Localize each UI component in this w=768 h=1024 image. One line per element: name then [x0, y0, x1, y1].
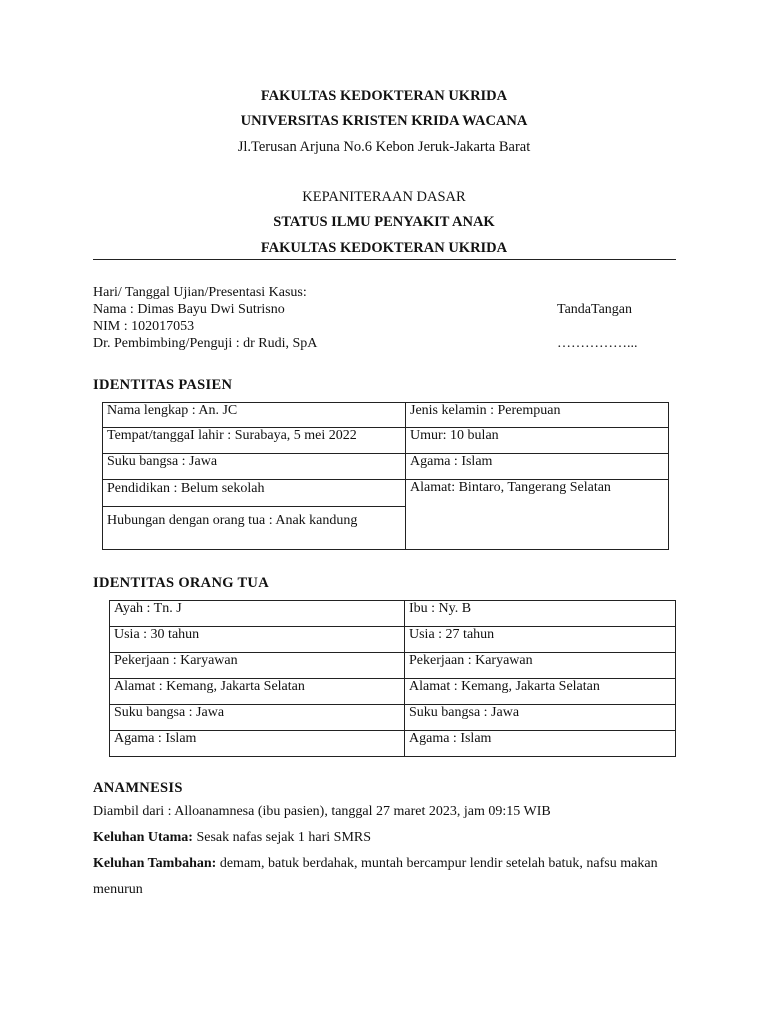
patient-identity-table	[102, 402, 669, 550]
father-field: Alamat : Kemang, Jakarta Selatan	[110, 679, 405, 705]
father-field: Pekerjaan : Karyawan	[110, 653, 405, 679]
mother-field: Agama : Islam	[405, 731, 676, 757]
main-complaint-label: Keluhan Utama:	[93, 830, 193, 845]
faculty-title: FAKULTAS KEDOKTERAN UKRIDA	[260, 88, 508, 104]
mother-field: Pekerjaan : Karyawan	[405, 653, 676, 679]
father-field: Ayah : Tn. J	[110, 601, 405, 627]
status-title: STATUS ILMU PENYAKIT ANAK	[273, 214, 495, 230]
table-row	[103, 480, 669, 550]
patient-full-name: Nama lengkap : An. JC	[103, 403, 406, 428]
signature-line	[557, 336, 638, 352]
address-line: Jl.Terusan Arjuna No.6 Kebon Jeruk-Jakarta Barat	[237, 139, 531, 155]
mother-field: Ibu : Ny. B	[405, 601, 676, 627]
nim-line: NIM : 102017053	[93, 319, 195, 334]
patient-ethnicity: Suku bangsa : Jawa	[103, 454, 406, 480]
table-row	[103, 403, 669, 428]
patient-education-cell	[103, 480, 406, 550]
signature-dots-suffix: .	[634, 336, 638, 351]
supervisor-line: Dr. Pembimbing/Penguji : dr Rudi, SpA	[93, 336, 318, 351]
father-field: Suku bangsa : Jawa	[110, 705, 405, 731]
patient-sex: Jenis kelamin : Perempuan	[406, 403, 669, 428]
main-complaint	[93, 825, 683, 851]
faculty-title-2: FAKULTAS KEDOKTERAN UKRIDA	[260, 240, 508, 256]
mother-field: Suku bangsa : Jawa	[405, 705, 676, 731]
patient-age: Umur: 10 bulan	[406, 428, 669, 454]
anamnesis-source: Diambil dari : Alloanamnesa (ibu pasien), tanggal 27 maret 2023, jam 09:15 WIB	[93, 804, 551, 819]
header-divider	[93, 259, 676, 260]
mother-field: Alamat : Kemang, Jakarta Selatan	[405, 679, 676, 705]
parents-section-heading: IDENTITAS ORANG TUA	[93, 575, 269, 591]
patient-section-heading: IDENTITAS PASIEN	[93, 377, 233, 393]
patient-education: Pendidikan : Belum sekolah	[107, 481, 265, 496]
patient-address: Alamat: Bintaro, Tangerang Selatan	[406, 480, 669, 550]
main-complaint-value: Sesak nafas sejak 1 hari SMRS	[192, 830, 372, 845]
table-row	[110, 653, 676, 679]
program-title: KEPANITERAAN DASAR	[302, 189, 466, 205]
exam-date-line: Hari/ Tanggal Ujian/Presentasi Kasus:	[93, 285, 307, 300]
table-row	[103, 454, 669, 480]
patient-religion: Agama : Islam	[406, 454, 669, 480]
patient-birth: Tempat/tanggaI lahir : Surabaya, 5 mei 2022	[103, 428, 406, 454]
mother-field: Usia : 27 tahun	[405, 627, 676, 653]
anamnesis-heading: ANAMNESIS	[93, 780, 183, 796]
signature-label: TandaTangan	[557, 302, 633, 317]
table-row	[103, 428, 669, 454]
table-row	[110, 601, 676, 627]
student-name-line: Nama : Dimas Bayu Dwi Sutrisno	[93, 302, 285, 317]
patient-relation: Hubungan dengan orang tua : Anak kandung	[107, 513, 358, 528]
father-field: Usia : 30 tahun	[110, 627, 405, 653]
signature-dots: ……………..	[557, 336, 634, 351]
additional-complaint	[93, 851, 683, 903]
table-row	[110, 679, 676, 705]
parents-identity-table	[109, 600, 676, 757]
additional-complaint-value: demam, batuk berdahak, muntah bercampur lendir setelah batuk, nafsu makan menurun	[93, 856, 658, 897]
university-title: UNIVERSITAS KRISTEN KRIDA WACANA	[240, 113, 528, 129]
table-row	[110, 731, 676, 757]
table-row	[110, 705, 676, 731]
additional-complaint-label: Keluhan Tambahan:	[93, 856, 217, 871]
father-field: Agama : Islam	[110, 731, 405, 757]
table-row	[110, 627, 676, 653]
